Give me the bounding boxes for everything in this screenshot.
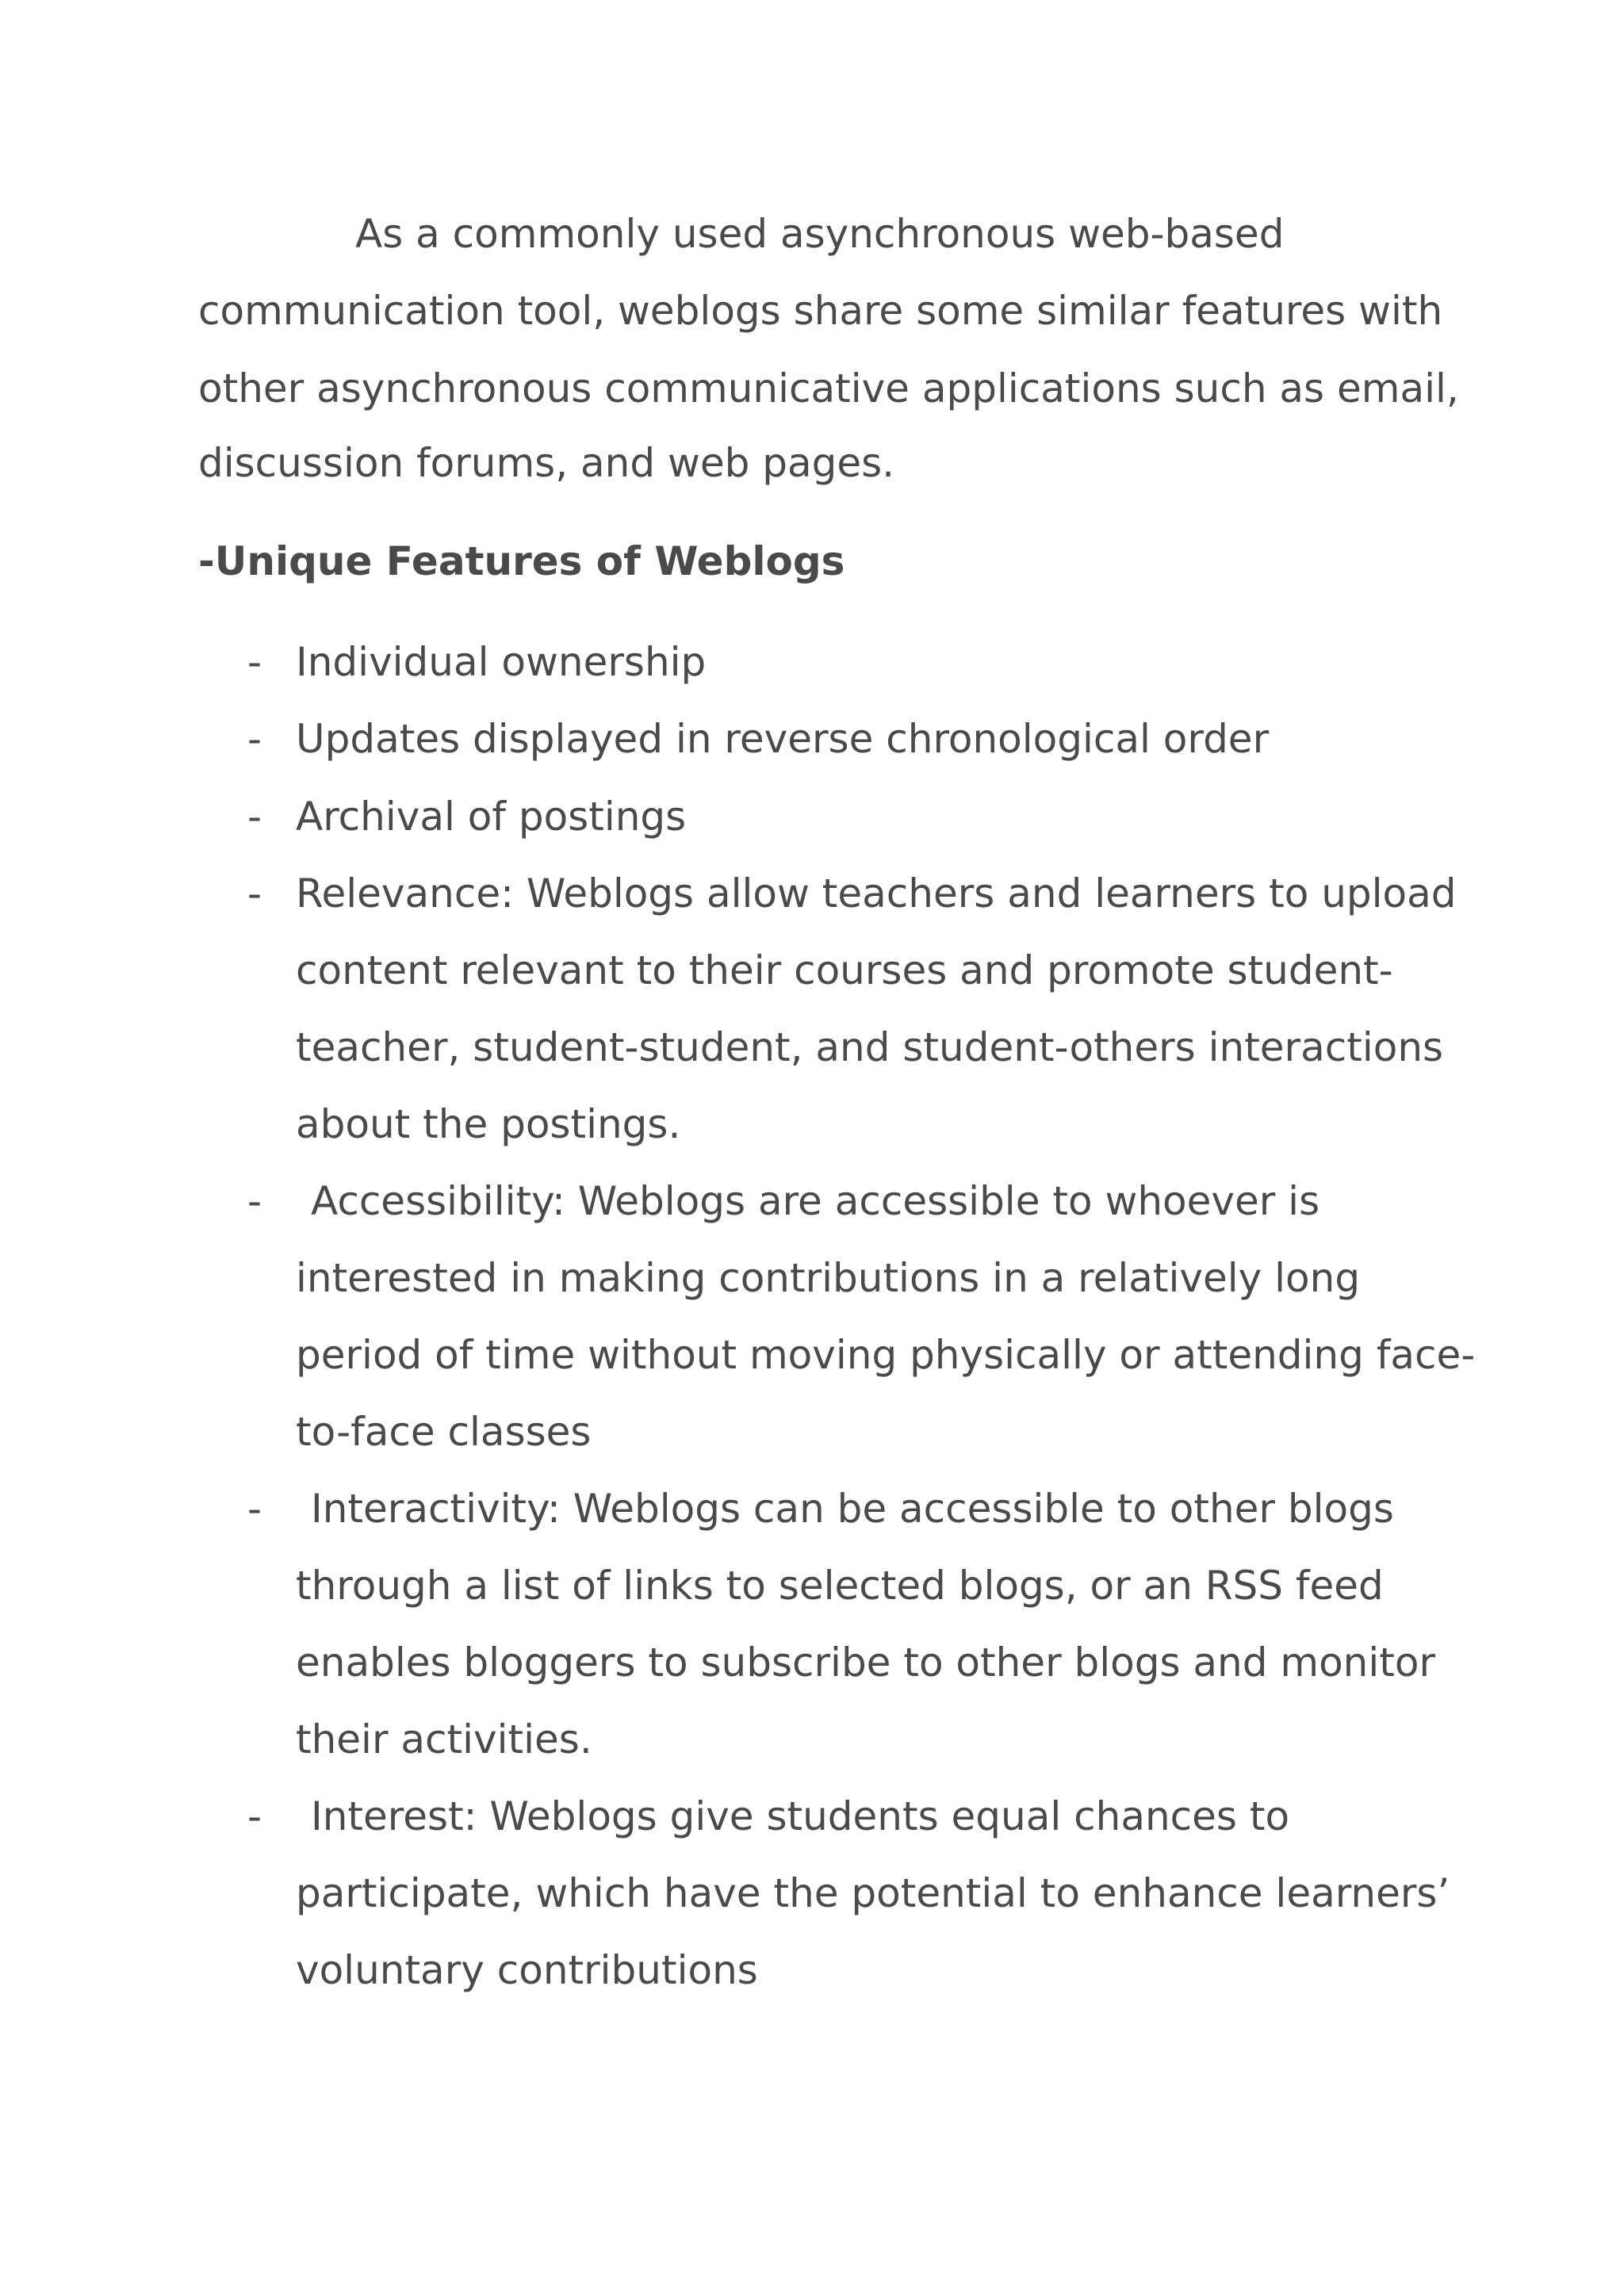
intro-line: discussion forums, and web pages. [198, 440, 895, 486]
bullet-dash: - [247, 871, 262, 916]
list-item-line: enables bloggers to subscribe to other blogs and monitor [296, 1640, 1436, 1686]
list-item-line: voluntary contributions [296, 1947, 758, 1993]
intro-line: communication tool, weblogs share some similar features with [198, 288, 1443, 334]
list-item-line: Archival of postings [296, 794, 687, 840]
section-heading: -Unique Features of Weblogs [198, 538, 845, 584]
intro-line: As a commonly used asynchronous web-based [355, 211, 1285, 257]
list-item-line: through a list of links to selected blogs, or an RSS feed [296, 1563, 1384, 1609]
list-item-line: their activities. [296, 1716, 592, 1762]
list-item-line: teacher, student-student, and student-others interactions [296, 1024, 1444, 1070]
list-item-line: interested in making contributions in a relatively long [296, 1255, 1361, 1301]
bullet-dash: - [247, 639, 262, 685]
list-item-line: Interest: Weblogs give students equal chances to [311, 1793, 1290, 1839]
bullet-dash: - [247, 716, 262, 762]
list-item-line: about the postings. [296, 1101, 681, 1147]
list-item-line: participate, which have the potential to enhance learners’ [296, 1870, 1450, 1916]
intro-line: other asynchronous communicative applications such as email, [198, 365, 1459, 411]
bullet-dash: - [247, 1793, 262, 1839]
list-item-line: Relevance: Weblogs allow teachers and learners to upload [296, 871, 1457, 916]
list-item-line: Individual ownership [296, 639, 707, 685]
list-item-line: content relevant to their courses and promote student- [296, 947, 1393, 993]
list-item-line: Accessibility: Weblogs are accessible to whoever is [311, 1178, 1320, 1224]
list-item-line: period of time without moving physically or attending face- [296, 1332, 1476, 1378]
list-item-line: Interactivity: Weblogs can be accessible to other blogs [311, 1486, 1394, 1532]
bullet-dash: - [247, 794, 262, 840]
list-item-line: Updates displayed in reverse chronological order [296, 716, 1270, 762]
bullet-dash: - [247, 1178, 262, 1224]
bullet-dash: - [247, 1486, 262, 1532]
list-item-line: to-face classes [296, 1409, 592, 1455]
